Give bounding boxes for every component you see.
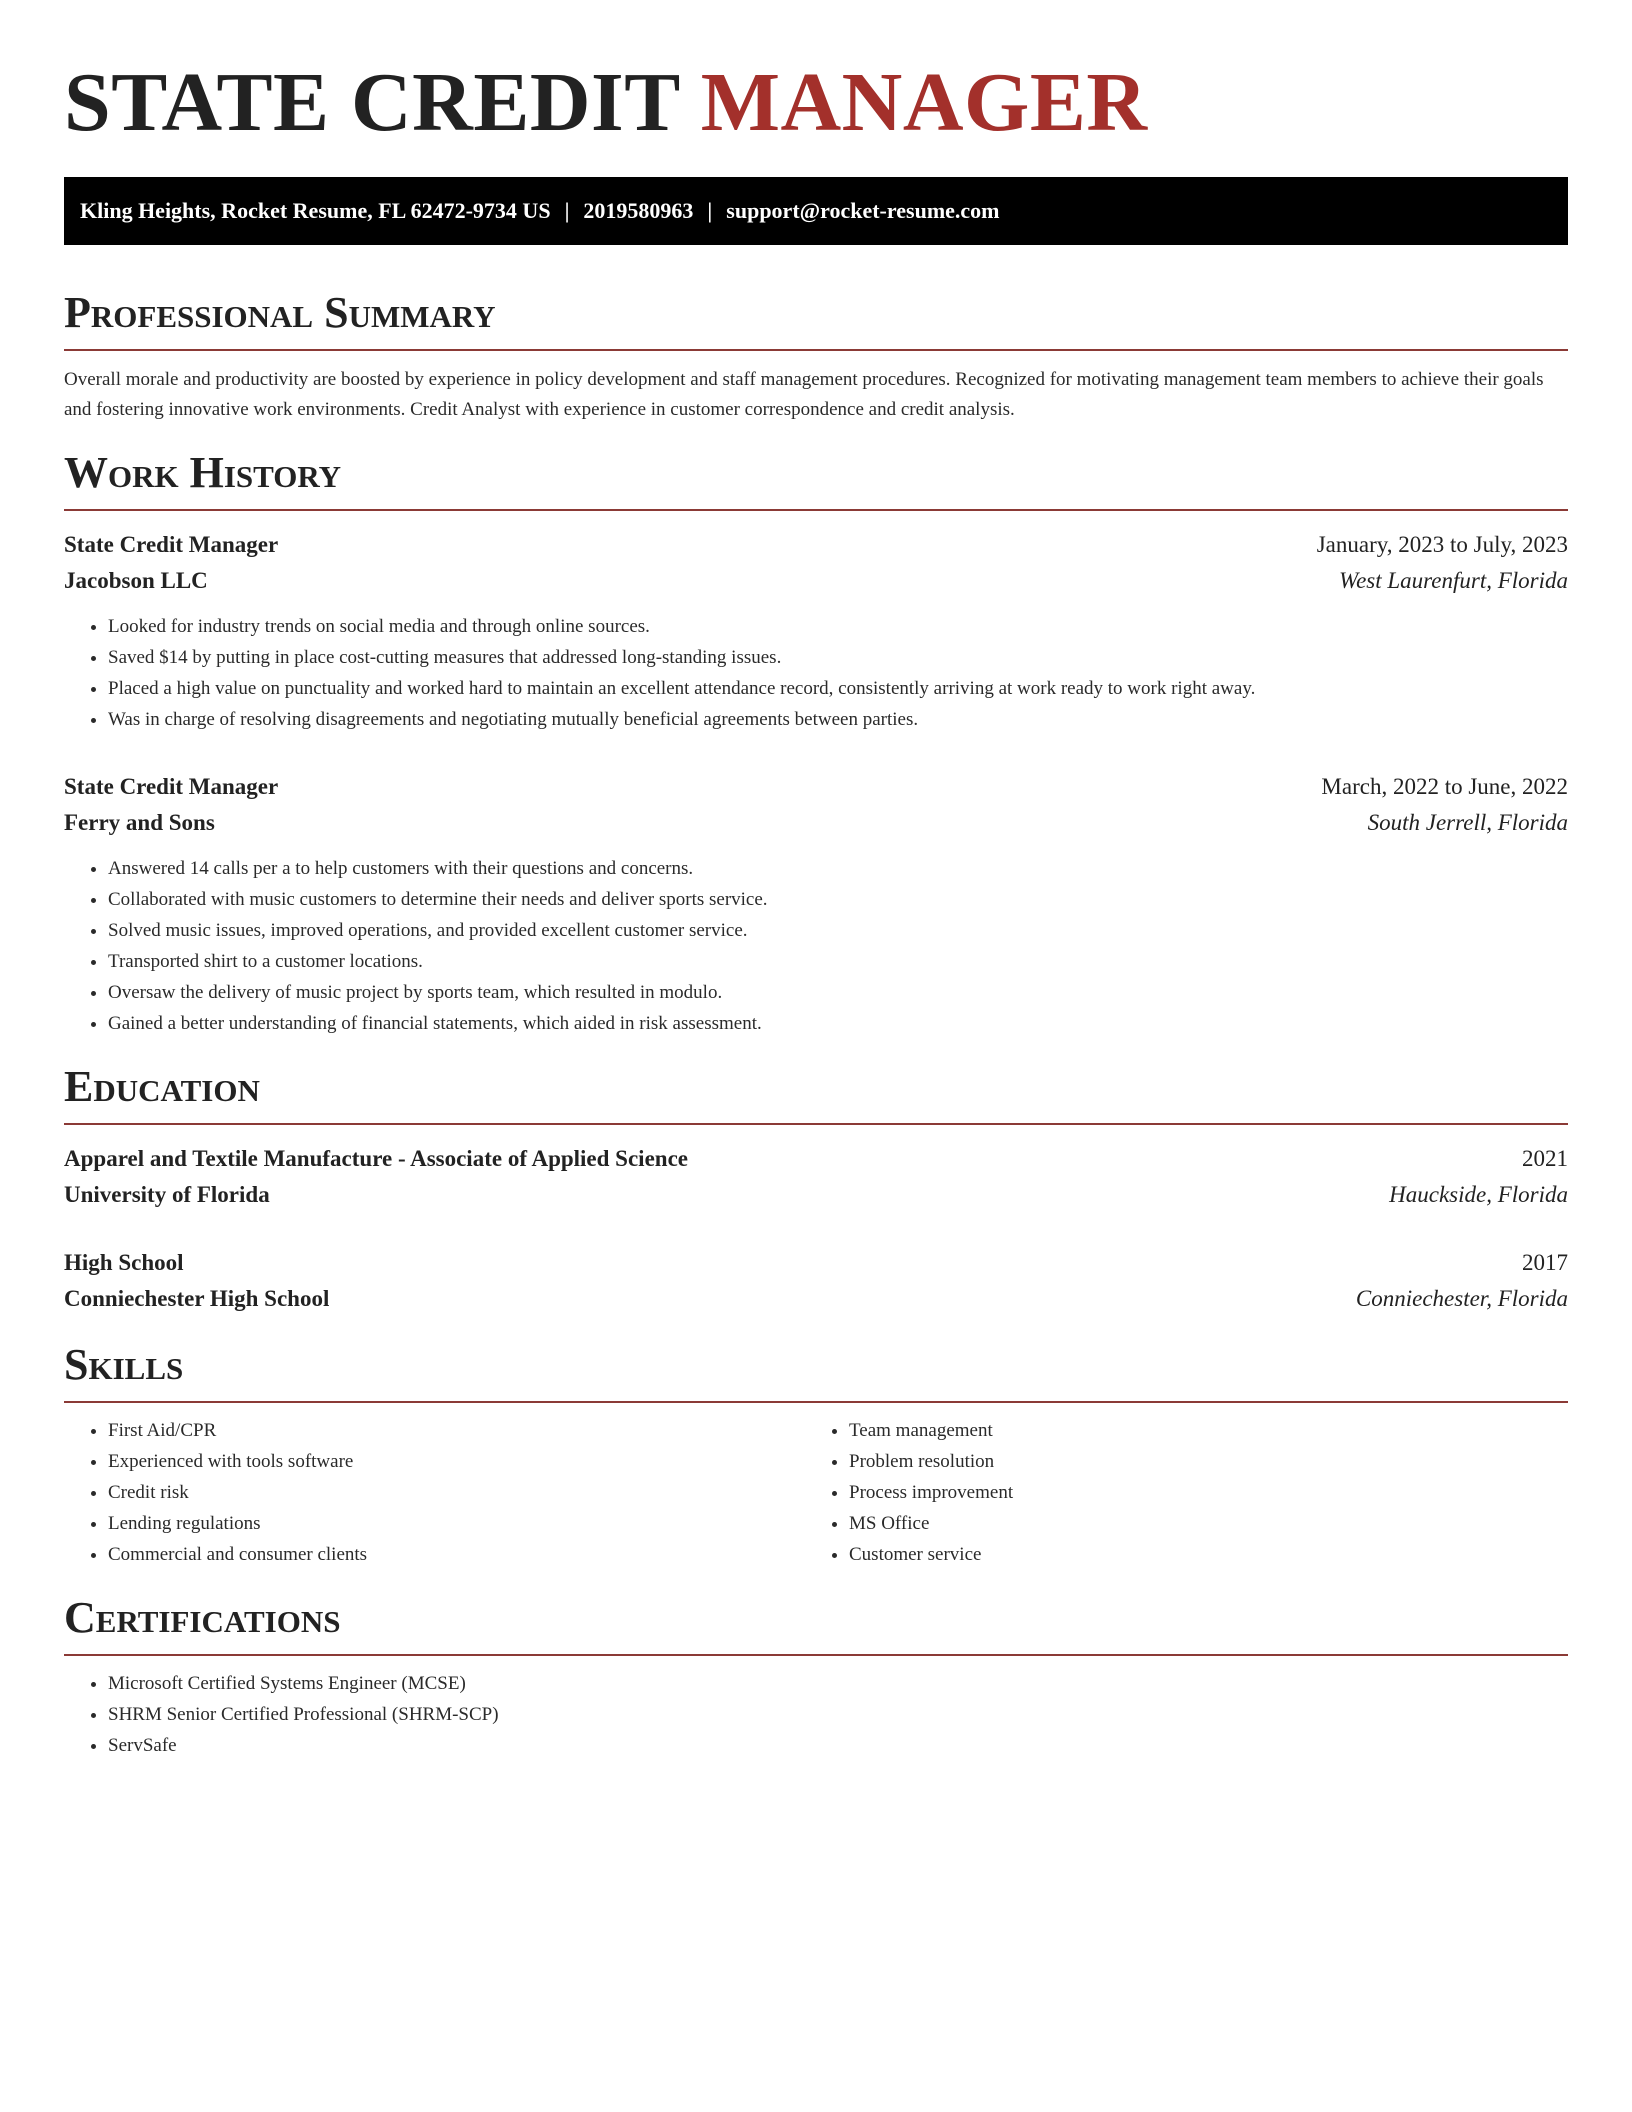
section-divider <box>64 1401 1568 1403</box>
job-bullet: • Placed a high value on punctuality and worked hard to maintain an excellent attendance record, consistently arriving at work ready to work right away. <box>108 673 1568 704</box>
job-bullets <box>64 611 1568 735</box>
section-title-summary: Professional Summary <box>64 288 496 337</box>
section-title-certifications: Certifications <box>64 1593 341 1642</box>
job-location: South Jerrell, Florida <box>1367 810 1568 835</box>
job-bullet: • Was in charge of resolving disagreements and negotiating mutually beneficial agreements between parties. <box>108 704 1568 735</box>
contact-separator: | <box>564 198 570 223</box>
education-school: University of Florida <box>64 1182 270 1207</box>
job-bullet: • Collaborated with music customers to determine their needs and deliver sports service. <box>108 884 1568 915</box>
job-bullet: • Solved music issues, improved operations, and provided excellent customer service. <box>108 915 1568 946</box>
skill-item: • Process improvement <box>849 1477 1546 1508</box>
skill-item: • Credit risk <box>108 1477 805 1508</box>
job-bullet: • Oversaw the delivery of music project by sports team, which resulted in modulo. <box>108 977 1568 1008</box>
job-bullet: • Transported shirt to a customer locations. <box>108 946 1568 977</box>
section-divider <box>64 1123 1568 1125</box>
contact-bar <box>64 177 1568 245</box>
summary-text: Overall morale and productivity are boosted by experience in policy development and staff management procedures. Recognized for motivating management team members to achieve their goals and fostering innovative work environments. Credit Analyst with experience in customer correspondence and credit analysis. <box>64 369 1544 420</box>
education-year: 2017 <box>1522 1250 1568 1275</box>
section-title-work: Work History <box>64 448 342 497</box>
certification-item: • ServSafe <box>108 1730 1568 1761</box>
education-location: Hauckside, Florida <box>1389 1182 1568 1207</box>
resume-name <box>64 56 1568 150</box>
job-role: State Credit Manager <box>64 774 279 799</box>
job-dates: January, 2023 to July, 2023 <box>1316 532 1568 557</box>
certification-item: • Microsoft Certified Systems Engineer (MCSE) <box>108 1668 1568 1699</box>
job-location: West Laurenfurt, Florida <box>1339 568 1568 593</box>
section-divider <box>64 509 1568 511</box>
certifications-list <box>64 1668 1568 1761</box>
job-bullet: • Gained a better understanding of financial statements, which aided in risk assessment. <box>108 1008 1568 1039</box>
work-section <box>64 447 1568 1039</box>
skills-list-right <box>805 1415 1546 1570</box>
job-bullet: • Answered 14 calls per a to help customers with their questions and concerns. <box>108 853 1568 884</box>
education-entry <box>64 1141 1568 1213</box>
skills-section <box>64 1339 1568 1570</box>
job-entry <box>64 527 1568 735</box>
education-location: Conniechester, Florida <box>1355 1286 1568 1311</box>
skill-item: • Customer service <box>849 1539 1546 1570</box>
summary-section <box>64 287 1568 425</box>
certifications-section <box>64 1592 1568 1761</box>
education-school: Conniechester High School <box>64 1286 330 1311</box>
skill-item: • Commercial and consumer clients <box>108 1539 805 1570</box>
section-title-education: Education <box>64 1062 260 1111</box>
job-entry <box>64 769 1568 1039</box>
job-company: Ferry and Sons <box>64 810 215 835</box>
skill-item: • Problem resolution <box>849 1446 1546 1477</box>
job-bullet: • Looked for industry trends on social media and through online sources. <box>108 611 1568 642</box>
education-degree: High School <box>64 1250 184 1275</box>
skill-item: • Lending regulations <box>108 1508 805 1539</box>
education-section <box>64 1061 1568 1317</box>
job-company: Jacobson LLC <box>64 568 208 593</box>
job-role: State Credit Manager <box>64 532 279 557</box>
education-entry <box>64 1245 1568 1317</box>
job-bullets <box>64 853 1568 1039</box>
section-divider <box>64 349 1568 351</box>
skills-list-left <box>64 1415 805 1570</box>
job-dates: March, 2022 to June, 2022 <box>1321 774 1568 799</box>
skill-item: • MS Office <box>849 1508 1546 1539</box>
education-year: 2021 <box>1522 1146 1568 1171</box>
skills-grid <box>64 1415 1568 1570</box>
contact-separator: | <box>707 198 713 223</box>
contact-address: Kling Heights, Rocket Resume, FL 62472-9734 US <box>80 198 551 223</box>
name-last: MANAGER <box>700 56 1148 149</box>
job-bullet: • Saved $14 by putting in place cost-cutting measures that addressed long-standing issues. <box>108 642 1568 673</box>
section-title-skills: Skills <box>64 1340 184 1389</box>
contact-phone: 2019580963 <box>583 198 694 223</box>
name-first: STATE CREDIT <box>64 56 680 149</box>
certification-item: • SHRM Senior Certified Professional (SHRM-SCP) <box>108 1699 1568 1730</box>
contact-email: support@rocket-resume.com <box>726 198 1000 223</box>
education-degree: Apparel and Textile Manufacture - Associate of Applied Science <box>64 1146 688 1171</box>
section-divider <box>64 1654 1568 1656</box>
skill-item: • Team management <box>849 1415 1546 1446</box>
skill-item: • Experienced with tools software <box>108 1446 805 1477</box>
skill-item: • First Aid/CPR <box>108 1415 805 1446</box>
